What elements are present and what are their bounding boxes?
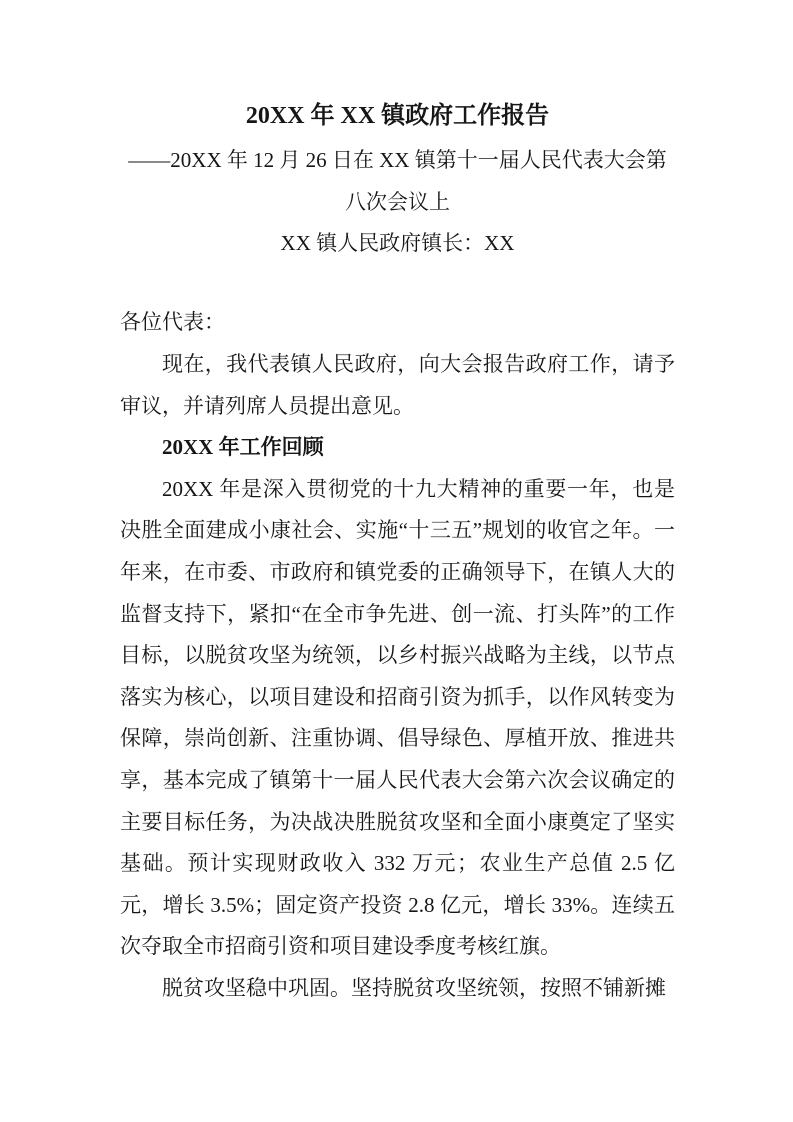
document-title: 20XX 年 XX 镇政府工作报告 [245,103,550,129]
salutation: 各位代表： [120,310,225,335]
document-content [120,92,675,1009]
poverty-paragraph: 脱贫攻坚稳中巩固。坚持脱贫攻坚统领，按照不铺新摊 [162,975,666,1000]
document-subtitle: ——20XX 年 12 月 26 日在 XX 镇第十一届人民代表大会第八次会议上 [128,148,667,214]
section-heading: 20XX 年工作回顾 [162,435,324,460]
intro-paragraph: 现在，我代表镇人民政府，向大会报告政府工作，请予审议，并请列席人员提出意见。 [120,351,675,418]
review-paragraph: 20XX 年是深入贯彻党的十九大精神的重要一年，也是决胜全面建成小康社会、实施“十三五”规划的收官之年。一年来，在市委、市政府和镇党委的正确领导下，在镇人大的监督支持下，紧扣“在全市争先进、创一流、打头阵”的工作目标，以脱贫攻坚为统领，以乡村振兴战略为主线，以节点落实为核心，以项目建设和招商引资为抓手，以作风转变为保障，崇尚创新、注重协调、倡导绿色、厚植开放、推进共享，基本完成了镇第十一届人民代表大会第六次会议确定的主要目标任务，为决战决胜脱贫攻坚和全面小康奠定了坚实基础。预计实现财政收入 332 万元；农业生产总值 2.5 亿元，增长 3.5%；固定资产投资 2.8 亿元，增长 33%。连续五次夺取全市招商引资和项目建设季度考核红旗。 [120,476,675,959]
blank-line [120,265,675,303]
document-byline: XX 镇人民政府镇长：XX [280,231,515,256]
